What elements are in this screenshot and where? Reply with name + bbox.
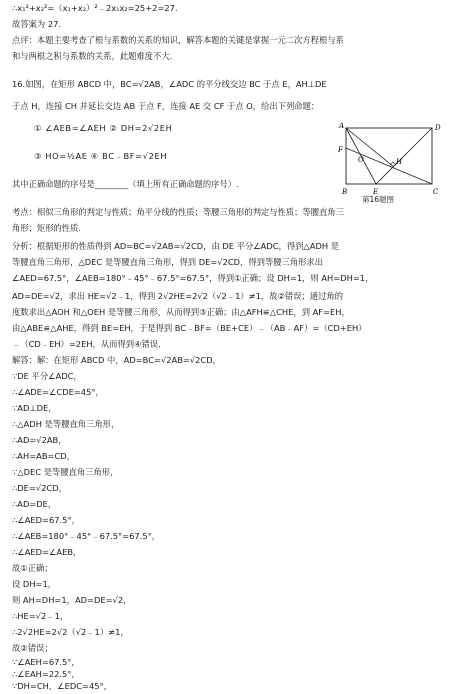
solution-line: ∴△ADH 是等腰直角三角形， (12, 419, 120, 429)
solution-line: ∴∠AED=67.5°， (12, 515, 80, 525)
text-line: 考点：相似三角形的判定与性质；角平分线的性质；等腰三角形的判定与性质；等腰直角三 (12, 207, 344, 217)
label-o: O (358, 156, 364, 164)
solution-line: 故②错误； (12, 643, 53, 653)
solution-line: 故①正确； (12, 563, 53, 573)
solution-line: ∴AH=AB=CD， (12, 451, 75, 461)
solution-line: ∵AD⊥DE， (12, 403, 57, 413)
text-line: ∠AED=67.5°，∠AEB=180°﹣45°﹣67.5°=67.5°，得到①正确；设 DH=1，则 AH=DH=1， (12, 273, 374, 283)
label-f: F (338, 146, 343, 154)
question-line: 其中正确命题的序号是________（填上所有正确命题的序号）. (12, 179, 239, 189)
segment-cf (346, 148, 432, 184)
label-e: E (373, 188, 379, 196)
solution-line: ∴2√2HE=2√2（√2﹣1）≠1， (12, 627, 129, 637)
text-line: 角形；矩形的性质. (12, 223, 82, 233)
solution-line: 设 DH=1， (12, 579, 57, 589)
figure-caption: 第16题图 (362, 195, 395, 204)
solution-line: ∴∠EAH=22.5°， (12, 669, 80, 679)
text-line: ∴x₁²+x₂²=（x₁+x₂）²﹣2x₁x₂=25+2=27. (12, 3, 178, 13)
text-line: 点评：本题主要考查了根与系数的关系的知识，解答本题的关键是掌握一元二次方程根与系 (12, 35, 344, 45)
text-line: ﹣（CD﹣EH）=2EH，从而得到④错误. (12, 339, 161, 349)
text-line: 故答案为 27. (12, 19, 62, 29)
problem-text: 于点 H，连接 CH 并延长交边 AB 于点 F，连接 AE 交 CF 于点 O，给出下列命题： (12, 101, 320, 111)
solution-line: ∵△DEC 是等腰直角三角形， (12, 467, 119, 477)
solution-line: ∵∠AEH=67.5°， (12, 657, 80, 667)
text-line: 等腰直角三角形，△DEC 是等腰直角三角形，得到 DE=√2CD，得到等腰三角形求出 (12, 257, 324, 267)
solution-line: ∴∠AED=∠AEB， (12, 547, 82, 557)
label-h: H (396, 158, 403, 166)
solution-line: ∴∠ADE=∠CDE=45°， (12, 387, 104, 397)
proposition-line: ① ∠AEB=∠AEH ② DH=2√2EH (34, 123, 173, 133)
label-d: D (435, 124, 441, 132)
text-line: 和与两根之积与系数的关系，此题难度不大. (12, 51, 173, 61)
solution-line: ∴AD=√2AB， (12, 435, 67, 445)
proposition-line: ③ HO=½AE ④ BC﹣BF=√2EH (34, 151, 168, 161)
solution-line: ∴HE=√2﹣1， (12, 611, 69, 621)
solution-line: ∴DE=√2CD， (12, 483, 67, 493)
segment-de (376, 128, 432, 184)
text-line: 分析：根据矩形的性质得到 AD=BC=√2AB=√2CD，由 DE 平分∠ADC，得到△ADH 是 (12, 241, 340, 251)
label-c: C (433, 188, 439, 196)
text-line: 度数求出△AOH 和△OEH 是等腰三角形，从而得到③正确；由△AFH≌△CHE，到 AF=EH， (12, 307, 350, 317)
label-b: B (342, 188, 348, 196)
solution-line: ∵DH=CH，∠EDC=45°， (12, 681, 113, 691)
text-line: 由△ABE≌△AHE，得到 BE=EH，于是得到 BC﹣BF=（BE+CE）﹣（AB﹣AF）=（CD+EH） (12, 323, 367, 333)
solution-line: ∵DE 平分∠ADC， (12, 371, 82, 381)
solution-line: ∴AD=DE， (12, 499, 57, 509)
segment-ah (346, 128, 394, 167)
text-line: AD=DE=√2，求出 HE=√2﹣1，得到 2√2HE=2√2（√2﹣1）≠1，故②错误；通过角的 (12, 291, 343, 301)
problem-text: 16.如图，在矩形 ABCD 中，BC=√2AB，∠ADC 的平分线交边 BC 于点 E，AH⊥DE (12, 79, 327, 89)
solution-line: ∴∠AEB=180°﹣45°﹣67.5°=67.5°， (12, 531, 161, 541)
text-line: 解答：解：在矩形 ABCD 中，AD=BC=√2AB=√2CD， (12, 355, 221, 365)
solution-line: 则 AH=DH=1，AD=DE=√2， (12, 595, 132, 605)
label-a: A (339, 122, 345, 130)
